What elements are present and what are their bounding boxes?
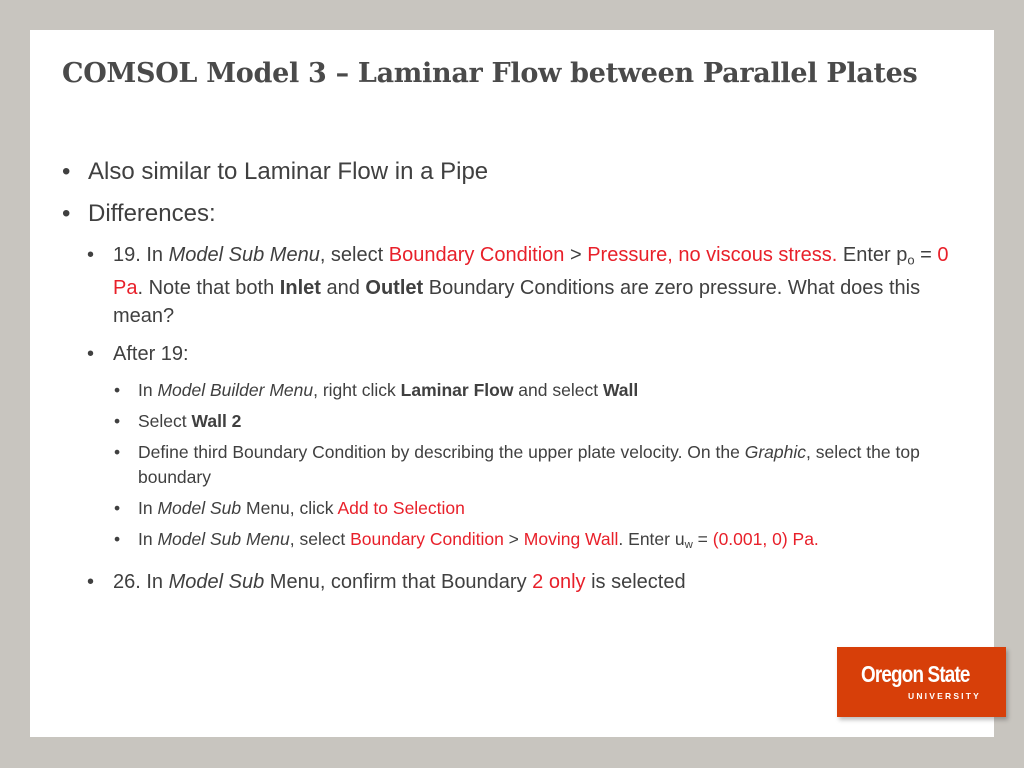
bullet-similar: • Also similar to Laminar Flow in a Pipe [60, 157, 960, 187]
slide-title: COMSOL Model 3 – Laminar Flow between Parallel Plates [62, 58, 918, 89]
bullet-step-19: • 19. In Model Sub Menu, select Boundary Condition > Pressure, no viscous stress. Enter $p_o = 0$ Pa. Note that both Inlet and Outlet Boundary Conditions are zero pressure. What does this mean? [60, 241, 960, 330]
bullet-after-19: • After 19: [60, 340, 960, 368]
slide [30, 30, 994, 737]
sub-bullet-add-to-selection: • In Model Sub Menu, click Add to Selection [60, 496, 960, 521]
logo-university: UNIVERSITY [908, 691, 982, 701]
sub-bullet-select-wall-2: • Select Wall 2 [60, 409, 960, 434]
sub-bullet-moving-wall: • In Model Sub Menu, select Boundary Condition > Moving Wall. Enter $u_w = (0.001$, 0) Pa. [60, 527, 960, 558]
logo-wordmark: Oregon State [861, 661, 970, 687]
sub-bullet-define-third-bc: • Define third Boundary Condition by describing the upper plate velocity. On the Graphic, select the top boundary [60, 440, 960, 490]
oregon-state-logo [837, 647, 1006, 717]
bullet-step-26: • 26. In Model Sub Menu, confirm that Boundary 2 only is selected [60, 568, 960, 596]
sub-bullet-right-click-laminar-flow: • In Model Builder Menu, right click Laminar Flow and select Wall [60, 378, 960, 403]
bullet-list [60, 157, 960, 596]
slide-content [60, 157, 960, 606]
bullet-differences: • Differences: [60, 199, 960, 229]
